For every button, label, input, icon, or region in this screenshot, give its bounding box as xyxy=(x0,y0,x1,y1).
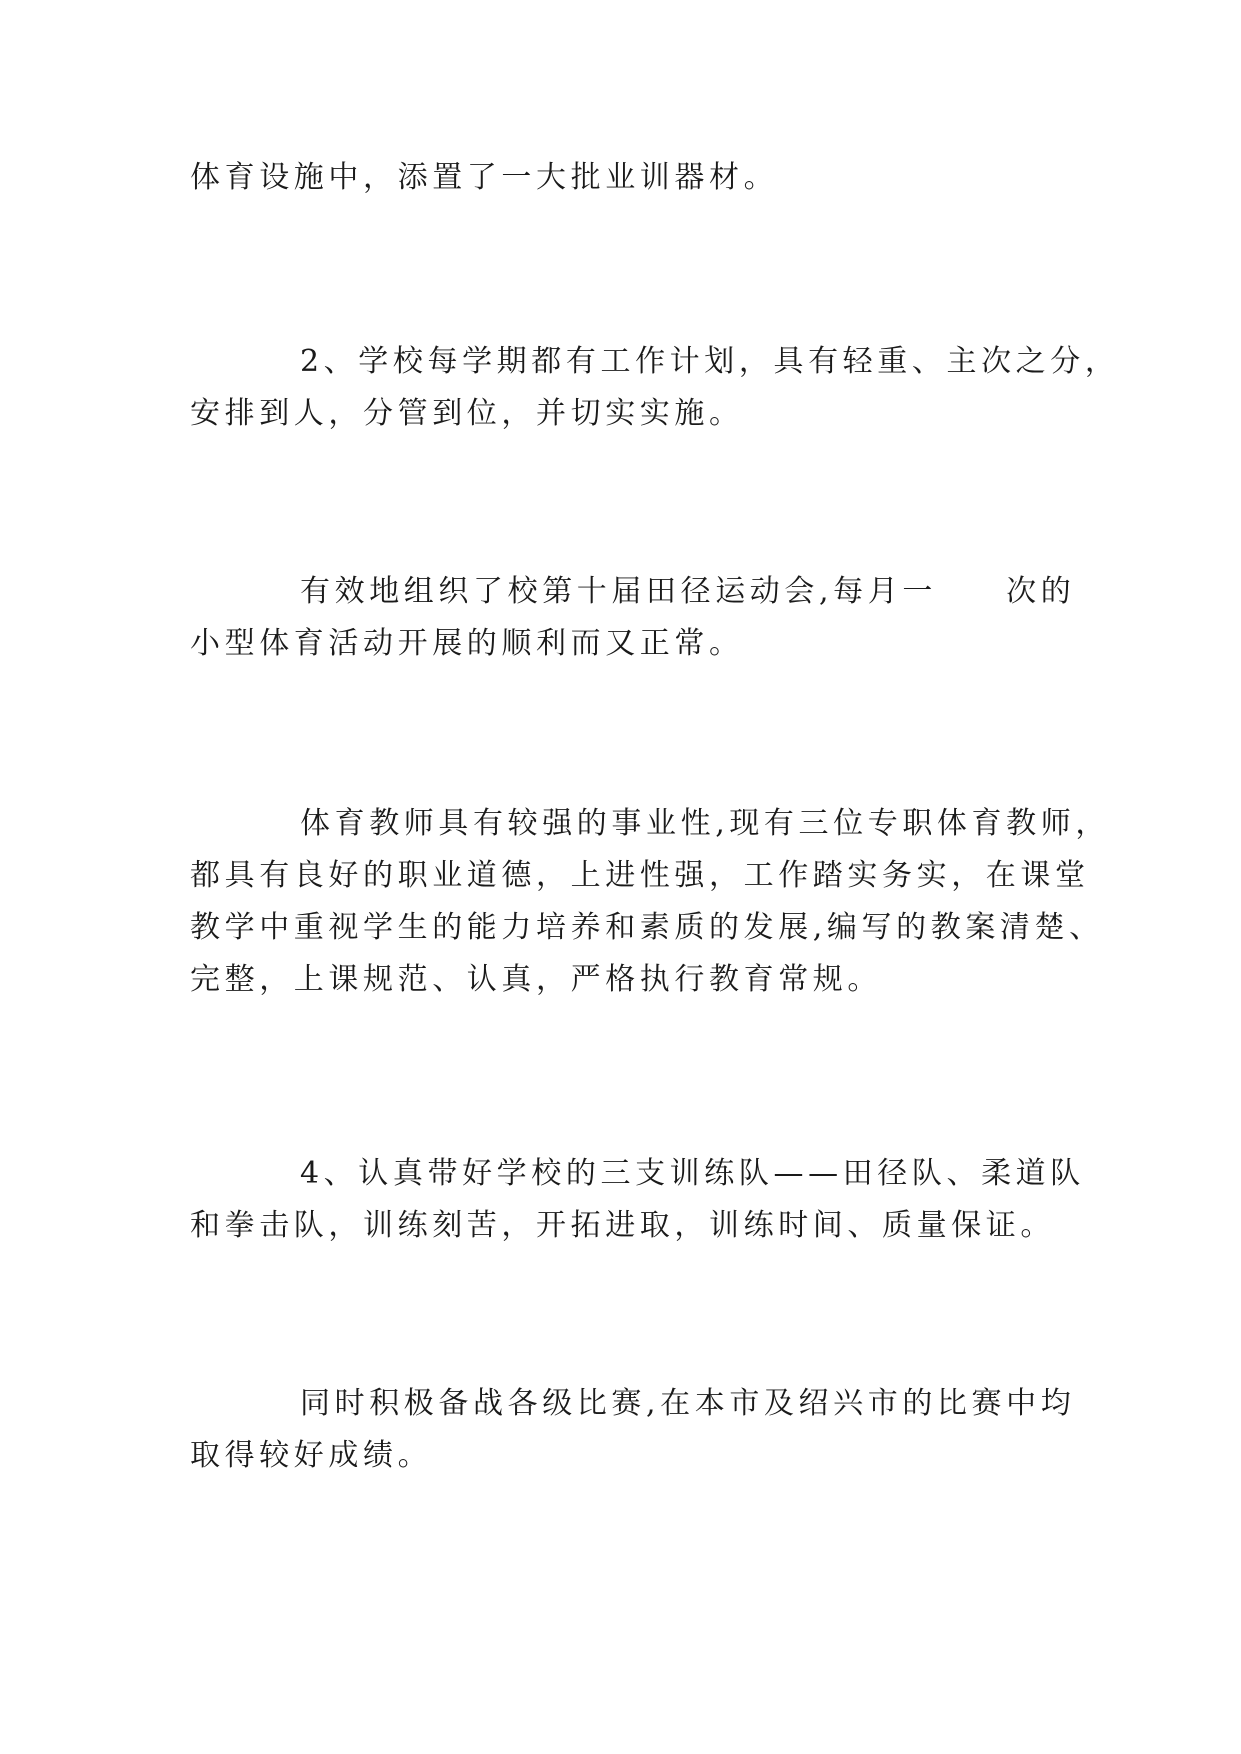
paragraph-4 xyxy=(190,798,1110,1006)
paragraph-line: 4、认真带好学校的三支训练队——田径队、柔道队 xyxy=(300,1156,1085,1191)
paragraph-line: 同时积极备战各级比赛,在本市及绍兴市的比赛中均 xyxy=(300,1386,1076,1421)
paragraph-6 xyxy=(190,1378,1076,1482)
paragraph-line: 教学中重视学生的能力培养和素质的发展,编写的教案清楚、 xyxy=(190,910,1104,945)
paragraph-2 xyxy=(190,336,1120,440)
paragraph-line: 和拳击队，训练刻苦，开拓进取，训练时间、质量保证。 xyxy=(190,1208,1055,1243)
paragraph-line: 体育设施中，添置了一大批业训器材。 xyxy=(190,160,779,195)
paragraph-1 xyxy=(190,152,1070,204)
paragraph-3 xyxy=(190,566,1076,670)
paragraph-line: 都具有良好的职业道德，上进性强，工作踏实务实，在课堂 xyxy=(190,858,1090,893)
paragraph-line: 体育教师具有较强的事业性,现有三位专职体育教师， xyxy=(300,806,1110,841)
paragraph-line: 安排到人，分管到位，并切实实施。 xyxy=(190,396,744,431)
paragraph-line: 小型体育活动开展的顺利而又正常。 xyxy=(190,626,744,661)
paragraph-line: 取得较好成绩。 xyxy=(190,1438,433,1473)
paragraph-line: 有效地组织了校第十届田径运动会,每月一 次的 xyxy=(300,574,1076,609)
paragraph-line: 完整，上课规范、认真，严格执行教育常规。 xyxy=(190,962,882,997)
paragraph-line: 2、学校每学期都有工作计划，具有轻重、主次之分， xyxy=(300,344,1120,379)
paragraph-5 xyxy=(190,1148,1085,1252)
